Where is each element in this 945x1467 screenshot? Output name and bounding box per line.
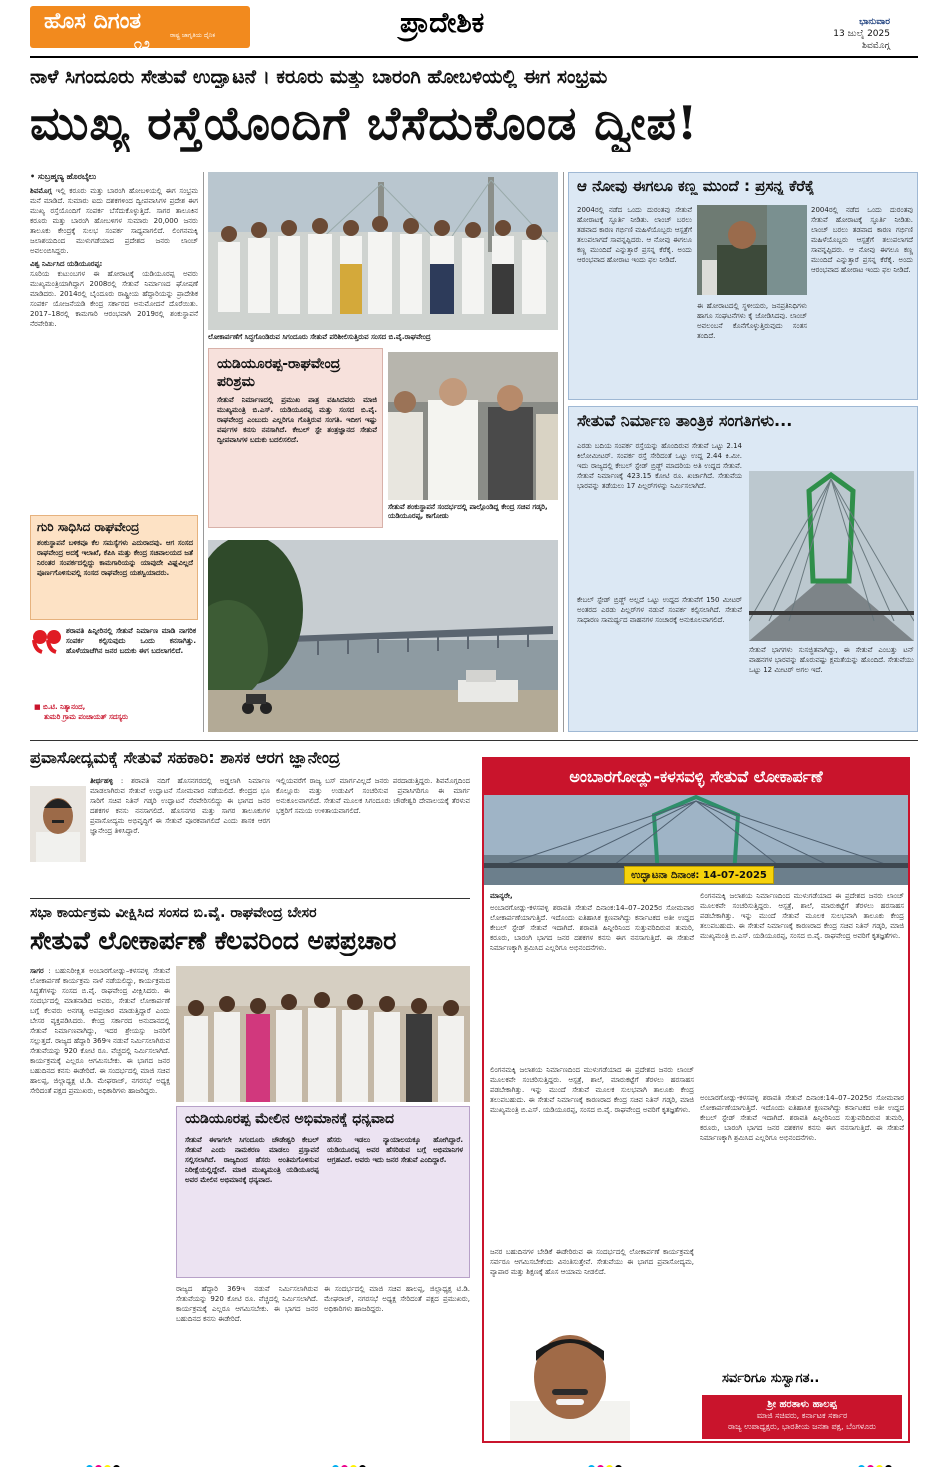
registration-marks-3 [588, 1457, 624, 1465]
tech-photo-caption: ಸೇತುವೆ ಭಾಗಗಳು ಸುಸಜ್ಜಿತವಾಗಿದ್ದು, ಈ ಸೇತುವೆ ಎಂಬತ್ತು ಟನ್ ವಾಹನಗಳ ಭಾರವನ್ನು ಹೊರುವಷ್ಟು ಕ್ಷಮತೆಯನ್ನು ಹೊಂದಿದೆ. ಸೇತುವೆಯು ಒಟ್ಟು 12 ಮೀಟರ್ ಅಗಲ ಇದೆ. [749, 646, 914, 674]
araga-headline: ಪ್ರವಾಸೋದ್ಯಮಕ್ಕೆ ಸೇತುವೆ ಸಹಕಾರಿ: ಶಾಸಕ ಆರಗ ಜ್ಞಾನೇಂದ್ರ [30, 748, 340, 767]
ad-signature [702, 1395, 902, 1439]
ad-body-right: ಲಿಂಗನಮಕ್ಕಿ ಜಲಾಶಯ ನಿರ್ಮಾಣದಿಂದ ಮುಳುಗಡೆಯಾದ ಈ ಪ್ರದೇಶದ ಜನರು ಲಾಂಚ್ ಮೂಲಕವೇ ಸಂಚರಿಸುತ್ತಿದ್ದರು. ಆಸ್ಪತ್ರೆ, ಶಾಲೆ, ಮಾರುಕಟ್ಟೆಗೆ ತೆರಳಲು ಹರಸಾಹಸ ಪಡಬೇಕಾಗಿತ್ತು. ಇನ್ನು ಮುಂದೆ ಸೇತುವೆ ಮೂಲಕ ಸುಲಭವಾಗಿ ತಾಲೂಕು ಕೇಂದ್ರ ತಲುಪಬಹುದು. ಈ ಸೇತುವೆ ನಿರ್ಮಾಣಕ್ಕೆ ಕಾರಣರಾದ ಕೇಂದ್ರ ಸಚಿವ ನಿತಿನ್ ಗಡ್ಕರಿ, ಮಾಜಿ ಮುಖ್ಯಮಂತ್ರಿ ಬಿ.ಎಸ್. ಯಡಿಯೂರಪ್ಪ, ಸಂಸದ ಬಿ.ವೈ. ರಾಘವೇಂದ್ರ ಅವರಿಗೆ ಕೃತಜ್ಞತೆಗಳು. [700, 892, 904, 940]
masthead-rule [30, 56, 918, 58]
memory-box-title: ಆ ನೋವು ಈಗಲೂ ಕಣ್ಣ ಮುಂದೆ : ಪ್ರಸನ್ನ ಕೆರೆಕೈ [577, 177, 815, 195]
memory-box-body-3: 2004ರಲ್ಲಿ ನಡೆದ ಒಂದು ದುರಂತವು ಸೇತುವೆ ಹೋರಾಟಕ್ಕೆ ಸ್ಫೂರ್ತಿ ನೀಡಿತು. ಲಾಂಚ್ ಬರಲು ತಡವಾದ ಕಾರಣ ಗರ್ಭಿಣಿ ಮಹಿಳೆಯೊಬ್ಬರು ಆಸ್ಪತ್ರೆಗೆ ತಲುಪಲಾಗದೆ ಸಾವನ್ನಪ್ಪಿದರು. ಆ ನೋವು ಈಗಲೂ ಕಣ್ಣ ಮುಂದಿದೆ ಎನ್ನುತ್ತಾರೆ ಪ್ರಸನ್ನ ಕೆರೆಕೈ. ಅಂದು ಆರಂಭವಾದ ಹೋರಾಟ ಇಂದು ಫಲ ನೀಡಿದೆ. [811, 206, 913, 274]
araga-body-2: ಇಲ್ಲಿಯವರೆಗೆ ರಾಜ್ಯ ಬಸ್ ಮಾರ್ಗವಿಲ್ಲದೆ ಜನರು ಪರದಾಡುತ್ತಿದ್ದರು. ಶಿವಮೊಗ್ಗದಿಂದ ಕೊಲ್ಲೂರು ಮತ್ತು ಉಡುಪಿಗೆ ಸಂಚರಿಸುವ ಪ್ರವಾಸಿಗರಿಗೂ ಈ ಮಾರ್ಗ ಅನುಕೂಲವಾಗಲಿದೆ. ಸೇತುವೆ ಮೂಲಕ ಸಿಗಂದೂರು ಚೌಡೇಶ್ವರಿ ದೇವಾಲಯಕ್ಕೆ ತೆರಳುವ ಭಕ್ತರಿಗೆ ಸಮಯ ಉಳಿತಾಯವಾಗಲಿದೆ. [276, 777, 470, 815]
column-rule-2 [563, 172, 564, 732]
criticism-body: ಸಾಗರ : ಬಹುನಿರೀಕ್ಷಿತ ಅಂಬಾರಗೋಡ್ಲು–ಕಳಸವಳ್ಳಿ ಸೇತುವೆ ಲೋಕಾರ್ಪಣೆ ಕಾರ್ಯಕ್ರಮ ನಾಳೆ ನಡೆಯಲಿದ್ದು, ಕಾರ್ಯಕ್ರಮದ ಸಿದ್ಧತೆಗಳನ್ನು ಸಂಸದ ಬಿ.ವೈ. ರಾಘವೇಂದ್ರ ವೀಕ್ಷಿಸಿದರು. ಈ ಸಂದರ್ಭದಲ್ಲಿ ಮಾತನಾಡಿದ ಅವರು, ಸೇತುವೆ ಲೋಕಾರ್ಪಣೆ ಬಗ್ಗೆ ಕೆಲವರು ಅನಗತ್ಯ ಅಪಪ್ರಚಾರ ಮಾಡುತ್ತಿದ್ದಾರೆ ಎಂದು ಬೇಸರ ವ್ಯಕ್ತಪಡಿಸಿದರು. ಕೇಂದ್ರ ಸರ್ಕಾರದ ಅನುದಾನದಲ್ಲಿ ಸೇತುವೆ ನಿರ್ಮಾಣವಾಗಿದ್ದು, ಇದರ ಶ್ರೇಯಸ್ಸು ಜನರಿಗೆ ಸಲ್ಲುತ್ತದೆ. ರಾಜ್ಯದ ಹೆದ್ದಾರಿ 369ಇ ನಡುವೆ ನಿರ್ಮಿಸಲಾಗಿರುವ ಸೇತುವೆಯನ್ನು 920 ಕೋಟಿ ರೂ. ವೆಚ್ಚದಲ್ಲಿ ನಿರ್ಮಿಸಲಾಗಿದೆ. ಕಾರ್ಯಕ್ರಮಕ್ಕೆ ಎಲ್ಲರೂ ಆಗಮಿಸಬೇಕು. ಈ ಭಾಗದ ಜನರ ಬಹುದಿನದ ಕನಸು ಈಡೇರಿದೆ. ಈ ಸಂದರ್ಭದಲ್ಲಿ ಮಾಜಿ ಸಚಿವ ಹಾಲಪ್ಪ, ಜಿಲ್ಲಾಧ್ಯಕ್ಷ ಟಿ.ಡಿ. ಮೇಘರಾಜ್, ನಗರಸಭೆ ಅಧ್ಯಕ್ಷ ಸೇರಿದಂತೆ ಪಕ್ಷದ ಪ್ರಮುಖರು, ಅಧಿಕಾರಿಗಳು ಹಾಜರಿದ್ದರು. [30, 967, 170, 1095]
lead-kicker: ನಾಳೆ ಸಿಗಂದೂರು ಸೇತುವೆ ಉದ್ಘಾಟನೆ । ಕರೂರು ಮತ್ತು ಬಾರಂಗಿ ಹೋಬಳಿಯಲ್ಲಿ ಈಗ ಸಂಭ್ರಮ [30, 66, 608, 88]
ad-welcome: ಸರ್ವರಿಗೂ ಸುಸ್ವಾಗತ.. [722, 1371, 820, 1386]
edition: ಶಿವಮೊಗ್ಗ [862, 41, 890, 51]
quote-role: ತುಮರಿ ಗ್ರಾಮ ಪಂಚಾಯತ್ ಸದಸ್ಯರು [44, 713, 128, 721]
quote-name: ■ ಬಿ.ಟಿ. ನಿತ್ಯಾನಂದ, [34, 703, 86, 711]
inspection-photo [208, 172, 558, 330]
araga-place: ತೀರ್ಥಹಳ್ಳಿ [90, 777, 113, 785]
lead-body-1: ಇಲ್ಲಿ ಕರೂರು ಮತ್ತು ಬಾರಂಗಿ ಹೋಬಳಿಯಲ್ಲಿ ಈಗ ಸಂಭ್ರಮ ಮನೆ ಮಾಡಿದೆ. ಸುಮಾರು ಐದು ದಶಕಗಳಿಂದ ದ್ವೀಪವಾಸಿಗಳ ಪ್ರದೇಶ ಈಗ ಮುಖ್ಯ ರಸ್ತೆಯೊಂದಿಗೆ ಸಂಪರ್ಕ ಬೆಸೆದುಕೊಳ್ಳುತ್ತಿದೆ. ಸಾಗರ ತಾಲೂಕಿನ ಕರೂರು ಮತ್ತು ಬಾರಂಗಿ ಹೋಬಳಿಗಳ ಸುಮಾರು 20,000 ಜನರು ತಾಲೂಕು ಕೇಂದ್ರಕ್ಕೆ ಸುಲಭ ಸಂಪರ್ಕ ಸಾಧ್ಯವಾಗಲಿದೆ. ಲಿಂಗನಮಕ್ಕಿ ಜಲಾಶಯದಿಂದ ಮುಳುಗಡೆಯಾದ ಪ್ರದೇಶದ ಜನರು ಲಾಂಚ್ ಅವಲಂಬಿಸಿದ್ದರು. [30, 187, 198, 255]
ad-sign-role-2: ರಾಜ್ಯ ಉಪಾಧ್ಯಕ್ಷರು, ಭಾರತೀಯ ಜನತಾ ಪಕ್ಷ, ಬೆಂಗಳೂರು [728, 1422, 876, 1431]
bsy-photo-caption: ಸೇತುವೆ ಶಂಕುಸ್ಥಾಪನೆ ಸಂದರ್ಭದಲ್ಲಿ ಪಾಲ್ಗೊಂಡಿದ್ದ ಕೇಂದ್ರ ಸಚಿವ ಗಡ್ಕರಿ, ಯಡಿಯೂರಪ್ಪ, ಕಾಗೋಡು [388, 503, 548, 520]
ad-date-tag: ಉದ್ಘಾಟನಾ ದಿನಾಂಕ: 14-07-2025 [624, 866, 774, 884]
ad-body-right-2: ಅಂಬಾರಗೋಡ್ಲು-ಕಳಸವಳ್ಳಿ ಶರಾವತಿ ಸೇತುವೆ ದಿನಾಂಕ:14–07–2025ರ ಸೋಮವಾರ ಲೋಕಾರ್ಪಣೆಯಾಗುತ್ತಿದೆ. ಇದೊಂದು ಐತಿಹಾಸಿಕ ಕ್ಷಣವಾಗಿದ್ದು ಕರ್ನಾಟಕದ ಅತೀ ಉದ್ದದ ಕೇಬಲ್ ಸ್ಟೇಡ್ ಸೇತುವೆ ಇದಾಗಿದೆ. ಶರಾವತಿ ಹಿನ್ನೀರಿನಿಂದ ಸುತ್ತುವರಿದಿರುವ ತುಮರಿ, ಕರೂರು, ಬಾರಂಗಿ ಭಾಗದ ಜನರ ದಶಕಗಳ ಕನಸು ಈಗ ನನಸಾಗುತ್ತಿದೆ. ಈ ಸೇತುವೆ ನಿರ್ಮಾಣಕ್ಕಾಗಿ ಶ್ರಮಿಸಿದ ಎಲ್ಲರಿಗೂ ಅಭಿನಂದನೆಗಳು. [700, 1094, 904, 1142]
section-title: ಪ್ರಾದೇಶಿಕ [400, 6, 485, 39]
registration-marks-4 [858, 1457, 894, 1465]
tech-box [568, 406, 918, 732]
yeddy-box-body: ಸೇತುವೆ ನಿರ್ಮಾಣದಲ್ಲಿ ಪ್ರಮುಖ ಪಾತ್ರ ವಹಿಸಿದವರು ಮಾಜಿ ಮುಖ್ಯಮಂತ್ರಿ ಬಿ.ಎಸ್. ಯಡಿಯೂರಪ್ಪ ಮತ್ತು ಸಂಸದ ಬಿ.ವೈ. ರಾಘವೇಂದ್ರ ಎಂಬುದು ಎಲ್ಲರಿಗೂ ಗೊತ್ತಿರುವ ಸಂಗತಿ. ಇದೀಗ ಇಷ್ಟು ವರ್ಷಗಳ ಕನಸು ನನಸಾಗಿದೆ. ಕೇಬಲ್ ಸ್ಟೇ ತಂತ್ರಜ್ಞಾನದ ಸೇತುವೆ ದ್ವೀಪವಾಸಿಗಳ ಬದುಕು ಬದಲಿಸಲಿದೆ. [217, 396, 377, 444]
registration-marks-2 [332, 1457, 368, 1465]
ad-banner: ಅಂಬಾರಗೋಡ್ಲು-ಕಳಸವಳ್ಳಿ ಸೇತುವೆ ಲೋಕಾರ್ಪಣೆ [484, 759, 908, 795]
pride-box [176, 1106, 470, 1278]
criticism-headline: ಸೇತುವೆ ಲೋಕಾರ್ಪಣೆ ಕೆಲವರಿಂದ ಅಪಪ್ರಚಾರ [30, 926, 397, 955]
lead-body-2: ಸೂರಿಯ ಕುಟುಂಬಗಳ ಈ ಹೋರಾಟಕ್ಕೆ ಯಡಿಯೂರಪ್ಪ ಅವರು ಮುಖ್ಯಮಂತ್ರಿಯಾಗಿದ್ದಾಗ 2008ರಲ್ಲಿ ಸೇತುವೆ ನಿರ್ಮಾಣದ ಘೋಷಣೆ ಮಾಡಿದರು. 2014ರಲ್ಲಿ ಬೈಂದೂರು ರಾಷ್ಟ್ರೀಯ ಹೆದ್ದಾರಿಯನ್ನು ಪ್ರಾದೇಶಿಕ ಸಂಪರ್ಕ ಯೋಜನೆಯಡಿ ಕೇಂದ್ರ ಸರ್ಕಾರದ ಅನುಮೋದನೆ ದೊರೆಯಿತು. 2017–18ರಲ್ಲಿ ಕಾಮಗಾರಿ ಆರಂಭವಾಗಿ 2019ರಲ್ಲಿ ಶಂಕುಸ್ಥಾಪನೆ ನೆರವೇರಿತು. [30, 270, 198, 328]
page-number: ೧೨ [134, 36, 150, 52]
date-block [833, 16, 890, 52]
quote-block [30, 624, 198, 730]
logo [30, 6, 250, 52]
bridge-photo [208, 540, 558, 732]
prasanna-photo [697, 205, 807, 295]
memory-box-body: 2004ರಲ್ಲಿ ನಡೆದ ಒಂದು ದುರಂತವು ಸೇತುವೆ ಹೋರಾಟಕ್ಕೆ ಸ್ಫೂರ್ತಿ ನೀಡಿತು. ಲಾಂಚ್ ಬರಲು ತಡವಾದ ಕಾರಣ ಗರ್ಭಿಣಿ ಮಹಿಳೆಯೊಬ್ಬರು ಆಸ್ಪತ್ರೆಗೆ ತಲುಪಲಾಗದೆ ಸಾವನ್ನಪ್ಪಿದರು. ಆ ನೋವು ಈಗಲೂ ಕಣ್ಣ ಮುಂದಿದೆ ಎನ್ನುತ್ತಾರೆ ಪ್ರಸನ್ನ ಕೆರೆಕೈ. ಅಂದು ಆರಂಭವಾದ ಹೋರಾಟ ಇಂದು ಫಲ ನೀಡಿದೆ. [577, 206, 692, 264]
criticism-body-1: ಬಹುನಿರೀಕ್ಷಿತ ಅಂಬಾರಗೋಡ್ಲು–ಕಳಸವಳ್ಳಿ ಸೇತುವೆ ಲೋಕಾರ್ಪಣೆ ಕಾರ್ಯಕ್ರಮ ನಾಳೆ ನಡೆಯಲಿದ್ದು, ಕಾರ್ಯಕ್ರಮದ ಸಿದ್ಧತೆಗಳನ್ನು ಸಂಸದ ಬಿ.ವೈ. ರಾಘವೇಂದ್ರ ವೀಕ್ಷಿಸಿದರು. ಈ ಸಂದರ್ಭದಲ್ಲಿ ಮಾತನಾಡಿದ ಅವರು, ಸೇತುವೆ ಲೋಕಾರ್ಪಣೆ ಬಗ್ಗೆ ಕೆಲವರು ಅನಗತ್ಯ ಅಪಪ್ರಚಾರ ಮಾಡುತ್ತಿದ್ದಾರೆ ಎಂದು ಬೇಸರ ವ್ಯಕ್ತಪಡಿಸಿದರು. ಕೇಂದ್ರ ಸರ್ಕಾರದ ಅನುದಾನದಲ್ಲಿ ಸೇತುವೆ ನಿರ್ಮಾಣವಾಗಿದ್ದು, ಇದರ ಶ್ರೇಯಸ್ಸು ಜನರಿಗೆ ಸಲ್ಲುತ್ತದೆ. [30, 967, 170, 1045]
date: 13 ಜುಲೈ 2025 [833, 29, 890, 39]
raghavendra-box-title: ಗುರಿ ಸಾಧಿಸಿದ ರಾಘವೇಂದ್ರ [37, 520, 140, 534]
lead-byline: • ಸುಬ್ರಹ್ಮಣ್ಯ ಹೊರಬೈಲು [30, 172, 97, 181]
memory-box [568, 172, 918, 400]
araga-body: ತೀರ್ಥಹಳ್ಳಿ : ಶರಾವತಿ ನದಿಗೆ ಹೊಸನಗರದಲ್ಲಿ ಅಡ್ಡಲಾಗಿ ನಿರ್ಮಾಣ ಮಾಡಲಾಗಿರುವ ಸೇತುವೆ ಉದ್ಘಾಟನೆ ಸೋಮವಾರ ನಡೆಯಲಿದೆ. ಕೇಂದ್ರದ ಭೂ ಸಾರಿಗೆ ಸಚಿವ ನಿತಿನ್ ಗಡ್ಕರಿ ಉದ್ಘಾಟನೆ ನೆರವೇರಿಸಲಿದ್ದು ಈ ಭಾಗದ ಜನರ ದಶಕಗಳ ಕನಸು ನನಸಾಗಲಿದೆ. ಹೊಸನಗರ ಮತ್ತು ಸಾಗರ ತಾಲೂಕುಗಳ ಪ್ರವಾಸೋದ್ಯಮ ಅಭಿವೃದ್ಧಿಗೆ ಈ ಸೇತುವೆ ಪೂರಕವಾಗಲಿದೆ ಎಂದು ಶಾಸಕ ಆರಗ ಜ್ಞಾನೇಂದ್ರ ತಿಳಿಸಿದ್ದಾರೆ. [90, 777, 270, 835]
halappa-portrait [490, 1331, 650, 1441]
lead-subhead: ವಿಶ್ವ ನಿರ್ಮಿಸಿದ ಯಡಿಯೂರಪ್ಪ: [30, 260, 103, 268]
criticism-kicker: ಸಭಾ ಕಾರ್ಯಕ್ರಮ ವೀಕ್ಷಿಸಿದ ಸಂಸದ ಬಿ.ವೈ. ರಾಘವೇಂದ್ರ ಬೇಸರ [30, 905, 317, 921]
pride-box-body-2: ಹೆಸರು ಇಡಲು ನ್ಯಾಯಾಲಯಕ್ಕೂ ಹೋಗಿದ್ದಾರೆ. ಯಡಿಯೂರಪ್ಪ ಅವರ ಹೆಸರಿಡುವ ಬಗ್ಗೆ ಅಭಿಮಾನಿಗಳ ಆಗ್ರಹವಿದೆ. ಅವರು ಇದು ಜನರ ಸೇತುವೆ ಎಂದಿದ್ದಾರೆ. [327, 1136, 463, 1164]
ad-salutation: ಮಾನ್ಯರೇ, [490, 892, 513, 900]
criticism-body-1b: ರಾಜ್ಯದ ಹೆದ್ದಾರಿ 369ಇ ನಡುವೆ ನಿರ್ಮಿಸಲಾಗಿರುವ ಸೇತುವೆಯನ್ನು 920 ಕೋಟಿ ರೂ. ವೆಚ್ಚದಲ್ಲಿ ನಿರ್ಮಿಸಲಾಗಿದೆ. ಕಾರ್ಯಕ್ರಮಕ್ಕೆ ಎಲ್ಲರೂ ಆಗಮಿಸಬೇಕು. ಈ ಭಾಗದ ಜನರ ಬಹುದಿನದ ಕನಸು ಈಡೇರಿದೆ. [30, 1037, 170, 1075]
tech-box-body-2: ಕೇಬಲ್ ಸ್ಟೇಡ್ ಬ್ರಿಡ್ಜ್ ಅಲ್ಲದೆ ಒಟ್ಟು ಉದ್ದದ ಸೇತುವೆಗೆ 150 ಮೀಟರ್ ಅಂತರದ ಎರಡು ಪಿಲ್ಲರ್‌ಗಳ ನಡುವೆ ಸಂಪರ್ಕ ಕಲ್ಪಿಸಲಾಗಿದೆ. ಸೇತುವೆ ಸಾಧಾರಣ ಸಾಮರ್ಥ್ಯದ ವಾಹನಗಳ ಸಂಚಾರಕ್ಕೆ ಅನುಕೂಲವಾಗಲಿದೆ. [577, 596, 742, 624]
yeddy-box-title: ಯಡಿಯೂರಪ್ಪ-ರಾಘವೇಂದ್ರ ಪರಿಶ್ರಮ [217, 356, 341, 390]
pride-box-title: ಯಡಿಯೂರಪ್ಪ ಮೇಲಿನ ಅಭಿಮಾನಕ್ಕೆ ಧನ್ಯವಾದ [185, 1111, 395, 1127]
yeddy-box [208, 348, 383, 528]
criticism-body-2: ರಾಜ್ಯದ ಹೆದ್ದಾರಿ 369ಇ ನಡುವೆ ನಿರ್ಮಿಸಲಾಗಿರುವ ಸೇತುವೆಯನ್ನು 920 ಕೋಟಿ ರೂ. ವೆಚ್ಚದಲ್ಲಿ ನಿರ್ಮಿಸಲಾಗಿದೆ. ಕಾರ್ಯಕ್ರಮಕ್ಕೆ ಎಲ್ಲರೂ ಆಗಮಿಸಬೇಕು. ಈ ಭಾಗದ ಜನರ ಬಹುದಿನದ ಕನಸು ಈಡೇರಿದೆ. [176, 1285, 318, 1323]
criticism-body-1c: ಈ ಸಂದರ್ಭದಲ್ಲಿ ಮಾಜಿ ಸಚಿವ ಹಾಲಪ್ಪ, ಜಿಲ್ಲಾಧ್ಯಕ್ಷ ಟಿ.ಡಿ. ಮೇಘರಾಜ್, ನಗರಸಭೆ ಅಧ್ಯಕ್ಷ ಸೇರಿದಂತೆ ಪಕ್ಷದ ಪ್ರಮುಖರು, ಅಧಿಕಾರಿಗಳು ಹಾಜರಿದ್ದರು. [30, 1067, 170, 1095]
bridge-cable-photo [749, 471, 914, 641]
lead-article-text [30, 172, 198, 512]
inspection-photo-caption: ಲೋಕಾರ್ಪಣೆಗೆ ಸಿದ್ಧಗೊಂಡಿರುವ ಸಿಗಂದೂರು ಸೇತುವೆ ಪರಿಶೀಲಿಸುತ್ತಿರುವ ಸಂಸದ ಬಿ.ವೈ.ರಾಘವೇಂದ್ರ [208, 333, 431, 341]
ad-body: ಅಂಬಾರಗೋಡ್ಲು-ಕಳಸವಳ್ಳಿ ಶರಾವತಿ ಸೇತುವೆ ದಿನಾಂಕ:14–07–2025ರ ಸೋಮವಾರ ಲೋಕಾರ್ಪಣೆಯಾಗುತ್ತಿದೆ. ಇದೊಂದು ಐತಿಹಾಸಿಕ ಕ್ಷಣವಾಗಿದ್ದು ಕರ್ನಾಟಕದ ಅತೀ ಉದ್ದದ ಕೇಬಲ್ ಸ್ಟೇಡ್ ಸೇತುವೆ ಇದಾಗಿದೆ. ಶರಾವತಿ ಹಿನ್ನೀರಿನಿಂದ ಸುತ್ತುವರಿದಿರುವ ತುಮರಿ, ಕರೂರು, ಬಾರಂಗಿ ಭಾಗದ ಜನರ ದಶಕಗಳ ಕನಸು ಈಗ ನನಸಾಗುತ್ತಿದೆ. ಈ ಸೇತುವೆ ನಿರ್ಮಾಣಕ್ಕಾಗಿ ಶ್ರಮಿಸಿದ ಎಲ್ಲರಿಗೂ ಅಭಿನಂದನೆಗಳು. [490, 904, 694, 952]
section-divider-2 [30, 898, 470, 899]
quote-marks-icon [32, 628, 62, 654]
lead-headline: ಮುಖ್ಯ ರಸ್ತೆಯೊಂದಿಗೆ ಬೆಸೆದುಕೊಂಡ ದ್ವೀಪ! [30, 96, 699, 150]
ad-body-2: ಲಿಂಗನಮಕ್ಕಿ ಜಲಾಶಯ ನಿರ್ಮಾಣದಿಂದ ಮುಳುಗಡೆಯಾದ ಈ ಪ್ರದೇಶದ ಜನರು ಲಾಂಚ್ ಮೂಲಕವೇ ಸಂಚರಿಸುತ್ತಿದ್ದರು. ಆಸ್ಪತ್ರೆ, ಶಾಲೆ, ಮಾರುಕಟ್ಟೆಗೆ ತೆರಳಲು ಹರಸಾಹಸ ಪಡಬೇಕಾಗಿತ್ತು. ಇನ್ನು ಮುಂದೆ ಸೇತುವೆ ಮೂಲಕ ಸುಲಭವಾಗಿ ತಾಲೂಕು ಕೇಂದ್ರ ತಲುಪಬಹುದು. ಈ ಸೇತುವೆ ನಿರ್ಮಾಣಕ್ಕೆ ಕಾರಣರಾದ ಕೇಂದ್ರ ಸಚಿವ ನಿತಿನ್ ಗಡ್ಕರಿ, ಮಾಜಿ ಮುಖ್ಯಮಂತ್ರಿ ಬಿ.ಎಸ್. ಯಡಿಯೂರಪ್ಪ, ಸಂಸದ ಬಿ.ವೈ. ರಾಘವೇಂದ್ರ ಅವರಿಗೆ ಕೃತಜ್ಞತೆಗಳು. [490, 1066, 694, 1114]
ad-sign-name: ಶ್ರೀ ಹರತಾಳು ಹಾಲಪ್ಪ [767, 1399, 837, 1410]
criticism-photo [176, 966, 470, 1102]
tech-box-title: ಸೇತುವೆ ನಿರ್ಮಾಣ ತಾಂತ್ರಿಕ ಸಂಗತಿಗಳು... [577, 411, 793, 430]
raghavendra-box [30, 515, 198, 620]
araga-body-1: ಶರಾವತಿ ನದಿಗೆ ಹೊಸನಗರದಲ್ಲಿ ಅಡ್ಡಲಾಗಿ ನಿರ್ಮಾಣ ಮಾಡಲಾಗಿರುವ ಸೇತುವೆ ಉದ್ಘಾಟನೆ ಸೋಮವಾರ ನಡೆಯಲಿದೆ. ಕೇಂದ್ರದ ಭೂ ಸಾರಿಗೆ ಸಚಿವ ನಿತಿನ್ ಗಡ್ಕರಿ ಉದ್ಘಾಟನೆ ನೆರವೇರಿಸಲಿದ್ದು ಈ ಭಾಗದ ಜನರ ದಶಕಗಳ ಕನಸು ನನಸಾಗಲಿದೆ. ಹೊಸನಗರ ಮತ್ತು ಸಾಗರ ತಾಲೂಕುಗಳ ಪ್ರವಾಸೋದ್ಯಮ ಅಭಿವೃದ್ಧಿಗೆ ಈ ಸೇತುವೆ ಪೂರಕವಾಗಲಿದೆ ಎಂದು ಶಾಸಕ ಆರಗ ಜ್ಞಾನೇಂದ್ರ ತಿಳಿಸಿದ್ದಾರೆ. [90, 777, 270, 835]
tech-box-body: ಎರಡು ಬದಿಯ ಸಂಪರ್ಕ ರಸ್ತೆಯನ್ನು ಹೊಂದಿರುವ ಸೇತುವೆ ಒಟ್ಟು 2.14 ಕಿಲೋಮೀಟರ್. ಸಂಪರ್ಕ ರಸ್ತೆ ಸೇರಿದಂತೆ ಒಟ್ಟು ಉದ್ದ 2.44 ಕಿ.ಮೀ. ಇದು ರಾಜ್ಯದಲ್ಲಿ ಕೇಬಲ್ ಸ್ಟೇಡ್ ಬ್ರಿಡ್ಜ್ ಮಾದರಿಯ ಅತಿ ಉದ್ದದ ಸೇತುವೆ. ಸೇತುವೆ ನಿರ್ಮಾಣಕ್ಕೆ 423.15 ಕೋಟಿ ರೂ. ಖರ್ಚಾಗಿದೆ. ಸೇತುವೆಯ ಭಾರವನ್ನು ತಡೆಯಲು 17 ಪಿಲ್ಲರ್‌ಗಳನ್ನು ನಿರ್ಮಿಸಲಾಗಿದೆ. [577, 442, 742, 490]
raghavendra-box-body: ಶಂಕುಸ್ಥಾಪನೆ ಬಳಿಕವೂ ಕೆಲ ಸಮಸ್ಯೆಗಳು ಎದುರಾದವು. ಆಗ ಸಂಸದ ರಾಘವೇಂದ್ರ ಅದಕ್ಕೆ ಇಲಾಖೆ, ಕೆಪಿಸಿ ಮತ್ತು ಕೇಂದ್ರ ಸಚಿವಾಲಯದ ಜತೆ ನಿರಂತರ ಸಂಪರ್ಕದಲ್ಲಿದ್ದು ಕಾಮಗಾರಿಯನ್ನು ಯಾವುದೇ ವಿಘ್ನವಿಲ್ಲದೆ ಪೂರ್ಣಗೊಳಿಸುವಲ್ಲಿ ಸಂಸದ ರಾಘವೇಂದ್ರ ಯಶಸ್ವಿಯಾದರು. [37, 539, 193, 577]
araga-portrait [30, 786, 86, 862]
logo-title: ಹೊಸ ದಿಗಂತ [44, 9, 142, 34]
bsy-photo [388, 352, 558, 500]
ad-sign-role-1: ಮಾಜಿ ಸಚಿವರು, ಕರ್ನಾಟಕ ಸರ್ಕಾರ [756, 1411, 848, 1420]
logo-tagline: ರಾಷ್ಟ್ರ ಜಾಗೃತಿಯ ದೈನಿಕ [170, 32, 216, 39]
column-rule [203, 172, 204, 732]
quote-body: ಶರಾವತಿ ಹಿನ್ನೀರಿನಲ್ಲಿ ಸೇತುವೆ ನಿರ್ಮಾಣ ಮಾಡಿ ನಾಗರಿಕ ಸಂಪರ್ಕ ಕಲ್ಪಿಸುವುದು ಒಂದು ಕನಸಾಗಿತ್ತು. ಹೊಳೆಯಾಚೆಗಿನ ಜನರ ಬದುಕು ಈಗ ಬದಲಾಗಲಿದೆ. [66, 627, 196, 655]
pride-box-body: ಸೇತುವೆ ಈಗಾಗಲೇ ಸಿಗಂದೂರು ಚೌಡೇಶ್ವರಿ ಕೇಬಲ್ ಸೇತುವೆ ಎಂದು ನಾಮಕರಣ ಮಾಡಲು ಪ್ರಸ್ತಾವನೆ ಸಲ್ಲಿಸಲಾಗಿದೆ. ರಾಜ್ಯದಿಂದ ಹೆಸರು ಅಂತಿಮಗೊಳಿಸುವ ನಿರೀಕ್ಷೆಯಲ್ಲಿದ್ದೇವೆ. ಮಾಜಿ ಮುಖ್ಯಮಂತ್ರಿ ಯಡಿಯೂರಪ್ಪ ಅವರ ಮೇಲಿನ ಅಭಿಮಾನಕ್ಕೆ ಧನ್ಯವಾದ. [185, 1136, 319, 1184]
memory-box-body-2: ಈ ಹೋರಾಟದಲ್ಲಿ ಸ್ಥಳೀಯರು, ಜನಪ್ರತಿನಿಧಿಗಳು ಹಾಗೂ ಸಂಘಟನೆಗಳು ಕೈ ಜೋಡಿಸಿದವು. ಲಾಂಚ್ ಅವಲಂಬನೆ ಕೊನೆಗೊಳ್ಳುತ್ತಿರುವುದು ಸಂತಸ ತಂದಿದೆ. [697, 302, 807, 340]
criticism-body-3: ಈ ಸಂದರ್ಭದಲ್ಲಿ ಮಾಜಿ ಸಚಿವ ಹಾಲಪ್ಪ, ಜಿಲ್ಲಾಧ್ಯಕ್ಷ ಟಿ.ಡಿ. ಮೇಘರಾಜ್, ನಗರಸಭೆ ಅಧ್ಯಕ್ಷ ಸೇರಿದಂತೆ ಪಕ್ಷದ ಪ್ರಮುಖರು, ಅಧಿಕಾರಿಗಳು ಹಾಜರಿದ್ದರು. [324, 1285, 470, 1313]
registration-marks-1 [86, 1457, 122, 1465]
weekday: ಭಾನುವಾರ [859, 17, 890, 27]
lead-place: ಶಿವಮೊಗ್ಗ [30, 187, 52, 195]
inauguration-ad [482, 757, 910, 1443]
criticism-place: ಸಾಗರ [30, 967, 44, 975]
ad-body-3: ಜನರ ಬಹುದಿನಗಳ ಬೇಡಿಕೆ ಈಡೇರಿರುವ ಈ ಸಂದರ್ಭದಲ್ಲಿ ಲೋಕಾರ್ಪಣೆ ಕಾರ್ಯಕ್ರಮಕ್ಕೆ ಸರ್ವರೂ ಆಗಮಿಸಬೇಕೆಂದು ವಿನಂತಿಸುತ್ತೇವೆ. ಸೇತುವೆಯು ಈ ಭಾಗದ ಪ್ರವಾಸೋದ್ಯಮ, ವ್ಯಾಪಾರ ಮತ್ತು ಶಿಕ್ಷಣಕ್ಕೆ ಹೊಸ ಆಯಾಮ ನೀಡಲಿದೆ. [490, 1248, 694, 1276]
section-divider [30, 740, 918, 741]
